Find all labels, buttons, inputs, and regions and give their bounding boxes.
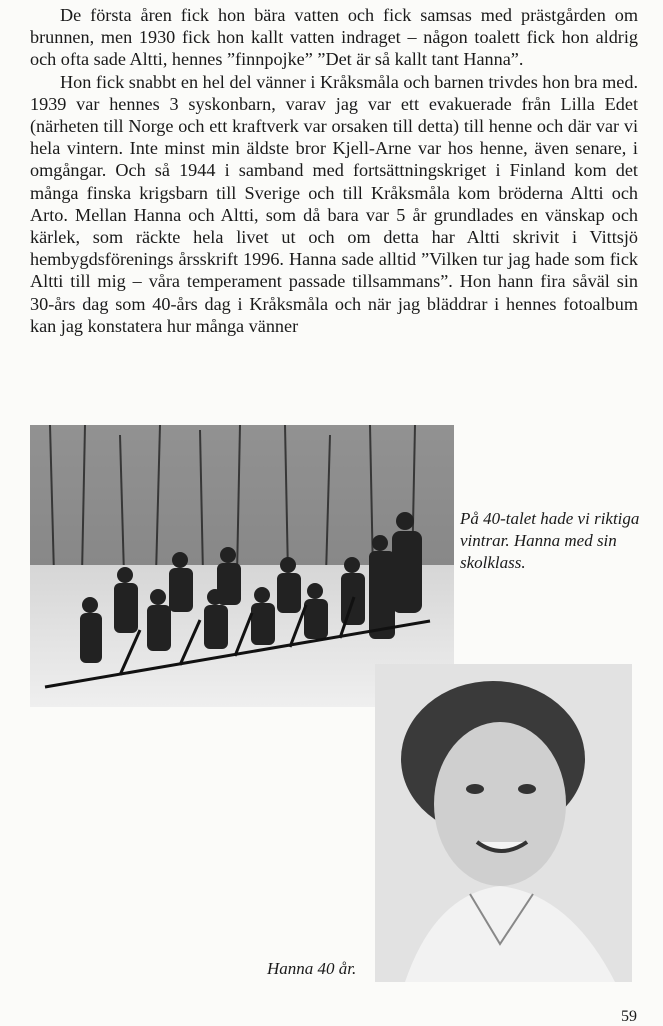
portrait-photo	[375, 664, 632, 982]
sled-photo-caption: På 40-talet hade vi riktiga vintrar. Hanna med sin skolklass.	[460, 509, 640, 572]
paragraph: Hon fick snabbt en hel del vänner i Kråksmåla och barnen trivdes hon bra med. 1939 var hennes 3 syskonbarn, varav jag var ett evakuerade från Lilla Edet (närheten till Norge och ett kraftverk var orsaken till detta) till henne och där var vi hela vintern. Inte minst min äldste bror Kjell-Arne var hos henne, även senare, i omgångar. Och så 1944 i samband med fortsättningskriget i Finland kom det många finska krigsbarn till Sverige och till Kråksmåla kom bröderna Altti och Arto. Mellan Hanna och Altti, som då bara var 5 år grundlades en vänskap och kärlek, som räckte hela livet ut och om detta har Altti skrivit i Vittsjö hembygdsförenings årsskrift 1996. Hanna sade alltid ”Vilken tur jag hade som fick Altti till mig – våra temperament passade tillsammans”. Hon hann fira såväl sin 30-års dag som 40-års dag i Kråksmåla och när jag bläddrar i hennes fotoalbum kan jag konstatera hur många vänner	[30, 71, 638, 336]
page-number: 59	[621, 1008, 637, 1025]
body-text	[30, 4, 638, 337]
portrait-caption: Hanna 40 år.	[267, 959, 357, 978]
paragraph: De första åren fick hon bära vatten och fick samsas med prästgården om brunnen, men 1930 fick hon kallt vatten indraget – någon toalett fick hon aldrig och ofta sade Altti, hennes ”finnpojke” ”Det är så kallt tant Hanna”.	[30, 5, 638, 70]
